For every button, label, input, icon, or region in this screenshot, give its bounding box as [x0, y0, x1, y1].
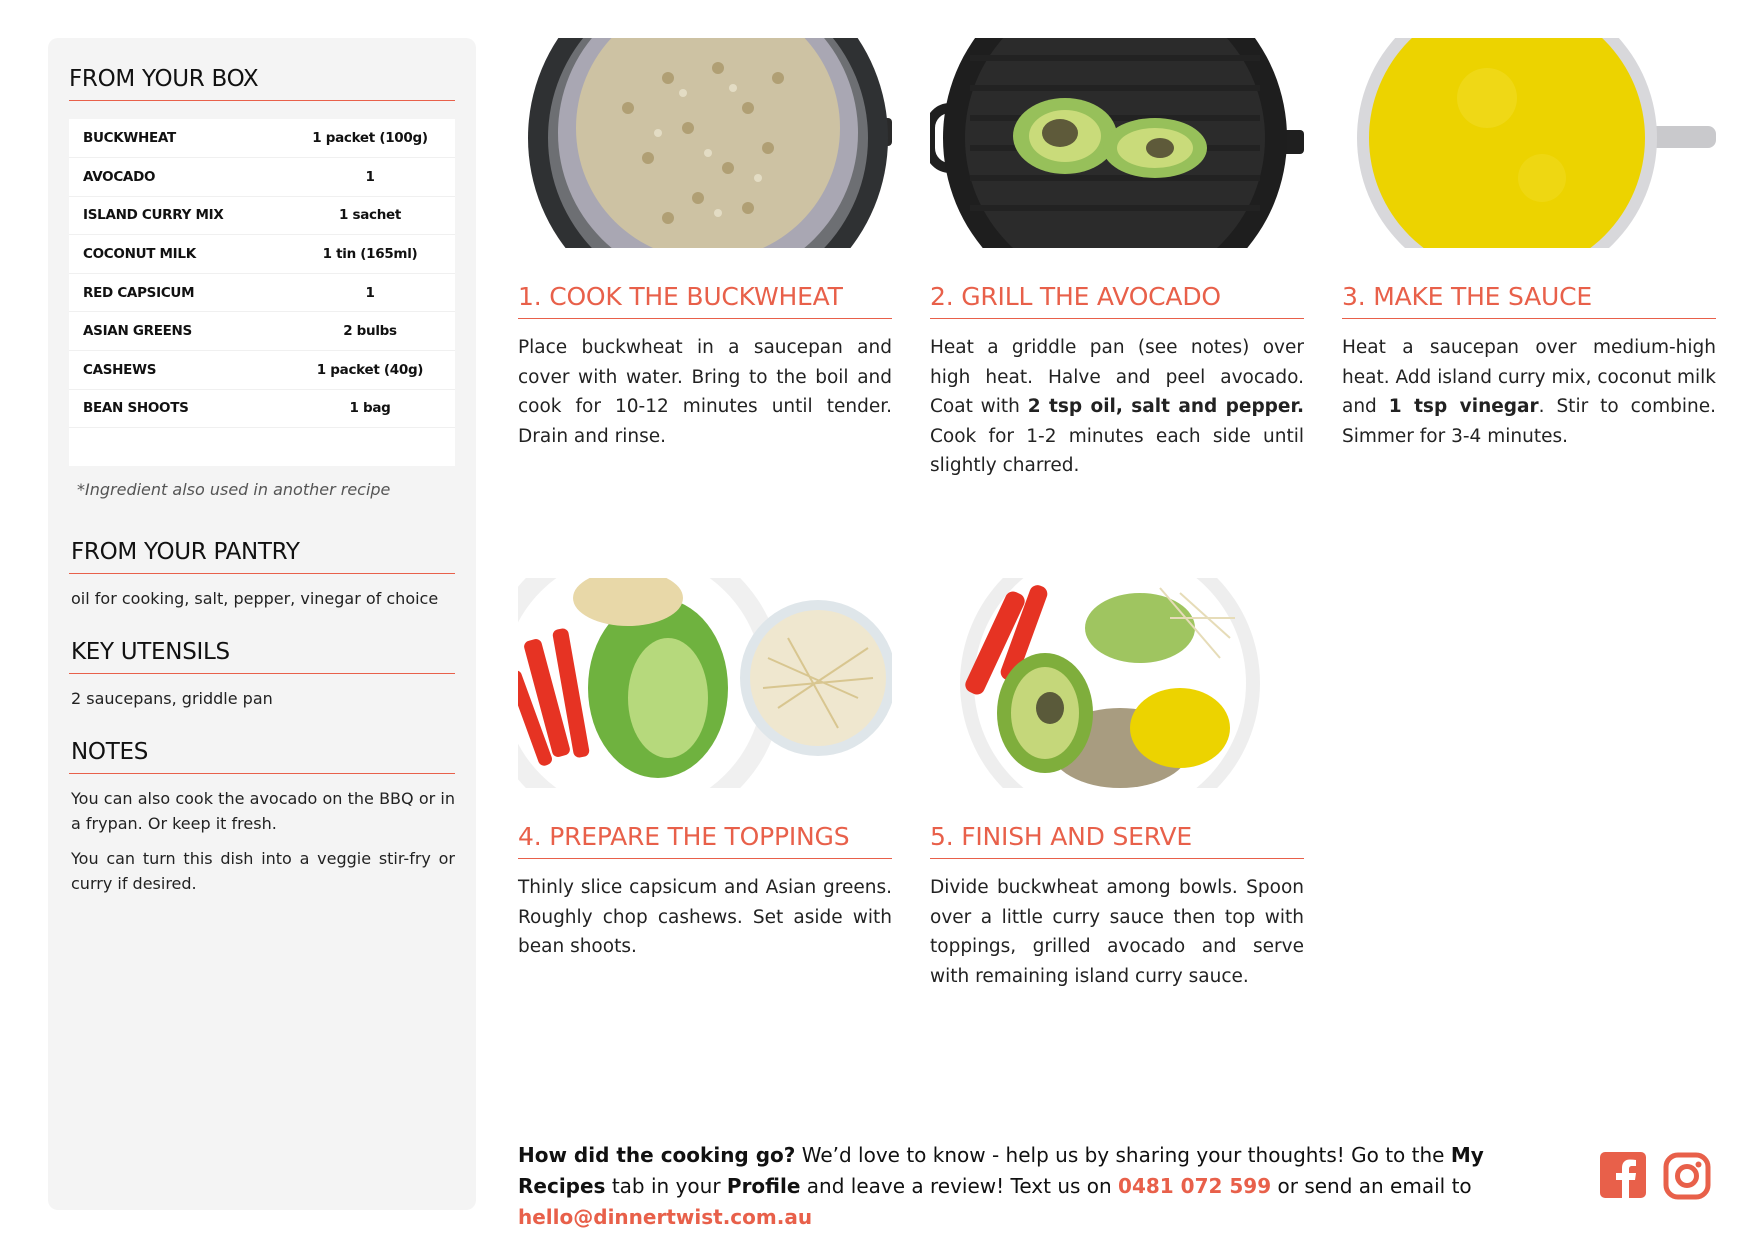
notes-section [69, 739, 455, 896]
note-paragraph: You can also cook the avocado on the BBQ or in a frypan. Or keep it fresh. [71, 788, 455, 833]
step-title: 2. GRILL THE AVOCADO [930, 282, 1304, 319]
ingredient-name: ISLAND CURRY MIX [69, 196, 285, 235]
ingredient-quantity: 1 [285, 273, 455, 312]
ingredient-table [69, 119, 455, 466]
curry-sauce-pot-image [1342, 38, 1716, 248]
finished-bowl-image [930, 578, 1304, 788]
ingredient-name: RED CAPSICUM [69, 273, 285, 312]
ingredient-quantity: 1 bag [285, 389, 455, 428]
ingredient-quantity: 1 packet (40g) [285, 351, 455, 390]
step-text-run: Cook for 1-2 minutes each side until slightly charred. [930, 425, 1304, 476]
ingredient-row [69, 158, 455, 197]
step-4 [518, 578, 892, 962]
ingredient-quantity: 1 packet (100g) [285, 119, 455, 158]
step-5 [930, 578, 1304, 991]
ingredient-row [69, 312, 455, 351]
ingredient-name: COCONUT MILK [69, 235, 285, 274]
feedback-question: How did the cooking go? [518, 1143, 796, 1167]
footer-text: We’d love to know - help us by sharing your thoughts! Go to the [795, 1143, 1451, 1167]
utensils-title: KEY UTENSILS [69, 639, 455, 674]
step-title: 1. COOK THE BUCKWHEAT [518, 282, 892, 319]
step-title: 5. FINISH AND SERVE [930, 822, 1304, 859]
pantry-title: FROM YOUR PANTRY [69, 539, 455, 574]
ingredient-row [69, 389, 455, 428]
phone-link[interactable]: 0481 072 599 [1118, 1174, 1272, 1198]
utensils-text: 2 saucepans, griddle pan [71, 688, 273, 708]
step-text-run: Thinly slice capsicum and Asian greens. Roughly chop cashews. Set aside with bean shoots. [518, 877, 892, 957]
ingredient-row [69, 351, 455, 390]
step-text [518, 333, 892, 451]
ingredient-quantity: 2 bulbs [285, 312, 455, 351]
footnote: *Ingredient also used in another recipe [77, 479, 391, 499]
step-2 [930, 38, 1304, 481]
instagram-icon[interactable] [1663, 1152, 1711, 1200]
feedback-footer [518, 1140, 1568, 1233]
step-title: 4. PREPARE THE TOPPINGS [518, 822, 892, 859]
buckwheat-strainer-image [518, 38, 892, 248]
ingredient-quantity: 1 sachet [285, 196, 455, 235]
ingredient-name: CASHEWS [69, 351, 285, 390]
utensils-section [69, 639, 455, 711]
step-text [518, 873, 892, 962]
pantry-section [69, 539, 455, 611]
step-text-bold: 2 tsp oil, salt and pepper. [1027, 396, 1304, 417]
step-text-run: Heat a saucepan over medium-high heat. Add island curry mix, coconut milk and [1342, 337, 1716, 417]
step-text-run: Heat a griddle pan (see notes) over high heat. Halve and peel avocado. Coat with [930, 337, 1304, 417]
ingredient-row [69, 196, 455, 235]
step-text [1342, 333, 1716, 451]
ingredient-name: BEAN SHOOTS [69, 389, 285, 428]
grill-pan-avocado-image [930, 38, 1304, 248]
profile-label: Profile [726, 1174, 801, 1198]
ingredient-quantity: 1 tin (165ml) [285, 235, 455, 274]
step-text [930, 873, 1304, 991]
ingredients-panel [48, 38, 476, 1210]
my-recipes-label: My Recipes [518, 1143, 1484, 1198]
ingredient-name: AVOCADO [69, 158, 285, 197]
table-spacer [69, 428, 455, 466]
ingredient-row [69, 119, 455, 158]
ingredient-row [69, 273, 455, 312]
pantry-text: oil for cooking, salt, pepper, vinegar of choice [71, 588, 439, 608]
step-1 [518, 38, 892, 451]
step-3 [1342, 38, 1716, 451]
step-text-bold: 1 tsp vinegar [1388, 396, 1539, 417]
note-paragraph: You can turn this dish into a veggie stir-fry or curry if desired. [71, 848, 455, 893]
ingredient-row [69, 235, 455, 274]
step-text [930, 333, 1304, 481]
email-link[interactable]: hello@dinnertwist.com.au [518, 1205, 813, 1229]
step-text-run: Divide buckwheat among bowls. Spoon over a little curry sauce then top with toppings, grilled avocado and serve with remaining island curry sauce. [930, 877, 1304, 987]
step-title: 3. MAKE THE SAUCE [1342, 282, 1716, 319]
ingredient-name: BUCKWHEAT [69, 119, 285, 158]
notes-title: NOTES [69, 739, 455, 774]
facebook-icon[interactable] [1600, 1152, 1646, 1198]
ingredient-quantity: 1 [285, 158, 455, 197]
footer-text: and leave a review! Text us on [800, 1174, 1119, 1198]
toppings-plate-image [518, 578, 892, 788]
step-text-run: Place buckwheat in a saucepan and cover with water. Bring to the boil and cook for 10-12 minutes until tender. Drain and rinse. [518, 337, 892, 447]
step-text-run: . Stir to combine. Simmer for 3-4 minutes. [1342, 396, 1716, 447]
footer-text: tab in your [605, 1174, 727, 1198]
ingredient-name: ASIAN GREENS [69, 312, 285, 351]
box-title: FROM YOUR BOX [69, 66, 455, 101]
footer-text: or send an email to [1271, 1174, 1472, 1198]
